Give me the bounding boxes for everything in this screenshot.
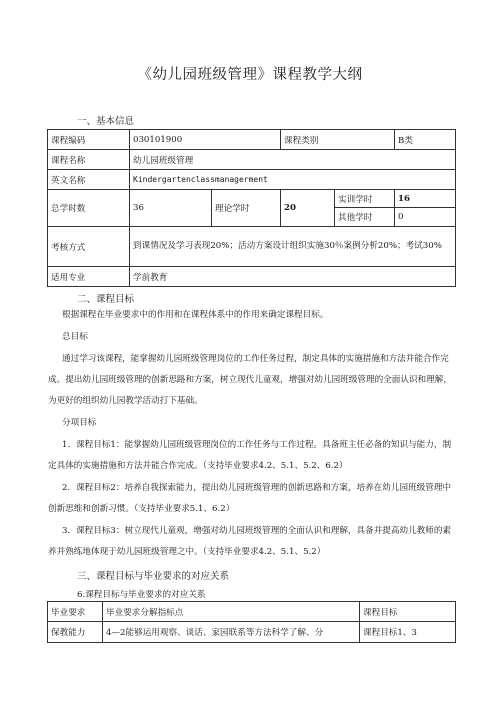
name-value: 幼儿园班级管理: [130, 150, 456, 170]
assess-label: 考核方式: [48, 227, 130, 267]
mapping-header-requirement: 毕业要求: [48, 602, 103, 622]
mapping-table-caption: 6.课程目标与毕业要求的对应关系: [77, 590, 206, 600]
hours-value: 36: [130, 190, 212, 227]
other-value: 0: [395, 208, 456, 227]
assess-value: 到课情况及学习表现20%；活动方案设计组织实施30％案例分析20%；考试30%: [130, 227, 456, 267]
mapping-table: [47, 601, 456, 643]
overall-goal-text: 通过学习该课程，能掌握幼儿园班级管理岗位的工作任务过程，制定具体的实施措施和方法并能合作完成。提出幼儿园班级管理的创新思路和方案，树立现代儿童观，增强对幼儿园班级管理的全面认识和理解，为更好的组织幼儿园教学活动打下基础。: [48, 354, 452, 406]
practice-label: 实训学时: [335, 190, 395, 208]
practice-value: 16: [395, 190, 456, 208]
basic-info-table: [47, 129, 456, 287]
table-row: [48, 622, 456, 643]
name-label: 课程名称: [48, 150, 130, 170]
en-label: 英文名称: [48, 170, 130, 190]
type-value: B类: [395, 130, 456, 150]
mapping-header-indicator: 毕业要求分解指标点: [103, 602, 360, 622]
goal-1: 1．课程目标1：能掌握幼儿园班级管理岗位的工作任务与工作过程。具备班主任必备的知识与能力，制定具体的实施措施和方法并能合作完成。（支持毕业要求4.2、5.1、5.2、6.2）: [48, 440, 452, 471]
mapping-cell-goal: 课程目标1、3: [360, 622, 456, 643]
sub-goals-heading: 分项目标: [62, 418, 97, 428]
other-label: 其他学时: [335, 208, 395, 227]
major-label: 适用专业: [48, 267, 130, 287]
en-value: Kindergartenclassmanagerment: [130, 170, 456, 190]
section-heading-basic-info: 一、基本信息: [77, 116, 135, 127]
section-heading-course-goals: 二、课程目标: [77, 294, 135, 305]
major-value: 学前教育: [130, 267, 456, 287]
type-label: 课程类别: [281, 130, 395, 150]
theory-value: 20: [281, 190, 335, 227]
code-value: 030101900: [130, 130, 281, 150]
theory-label: 理论学时: [212, 190, 281, 227]
hours-label: 总学时数: [48, 190, 130, 227]
section-heading-mapping: 三、课程目标与毕业要求的对应关系: [77, 571, 230, 582]
goal-2: 2．课程目标2：培养自我探索能力，提出幼儿园班级管理的创新思路和方案，培养在幼儿园班级管理中创新思维和创新习惯。（支持毕业要求5.1、6.2）: [48, 483, 452, 514]
overall-goal-heading: 总目标: [62, 332, 88, 342]
code-label: 课程编码: [48, 130, 130, 150]
goals-intro: 根据课程在毕业要求中的作用和在课程体系中的作用来确定课程目标。: [62, 310, 329, 320]
page-title: 《幼儿园班级管理》课程教学大纲: [137, 67, 363, 83]
goal-3: 3．课程目标3：树立现代儿童观，增强对幼儿园班级管理的全面认识和理解，具备并提高幼儿教师的素养并熟练地体现于幼儿园班级管理之中。（支持毕业要求4.2、5.1、5.2）: [48, 526, 452, 557]
mapping-cell-requirement: 保教能力: [48, 622, 103, 643]
mapping-header-goal: 课程目标: [360, 602, 456, 622]
mapping-cell-indicator: 4—2能够运用观察、谈话、家园联系等方法科学了解、分: [103, 622, 360, 643]
